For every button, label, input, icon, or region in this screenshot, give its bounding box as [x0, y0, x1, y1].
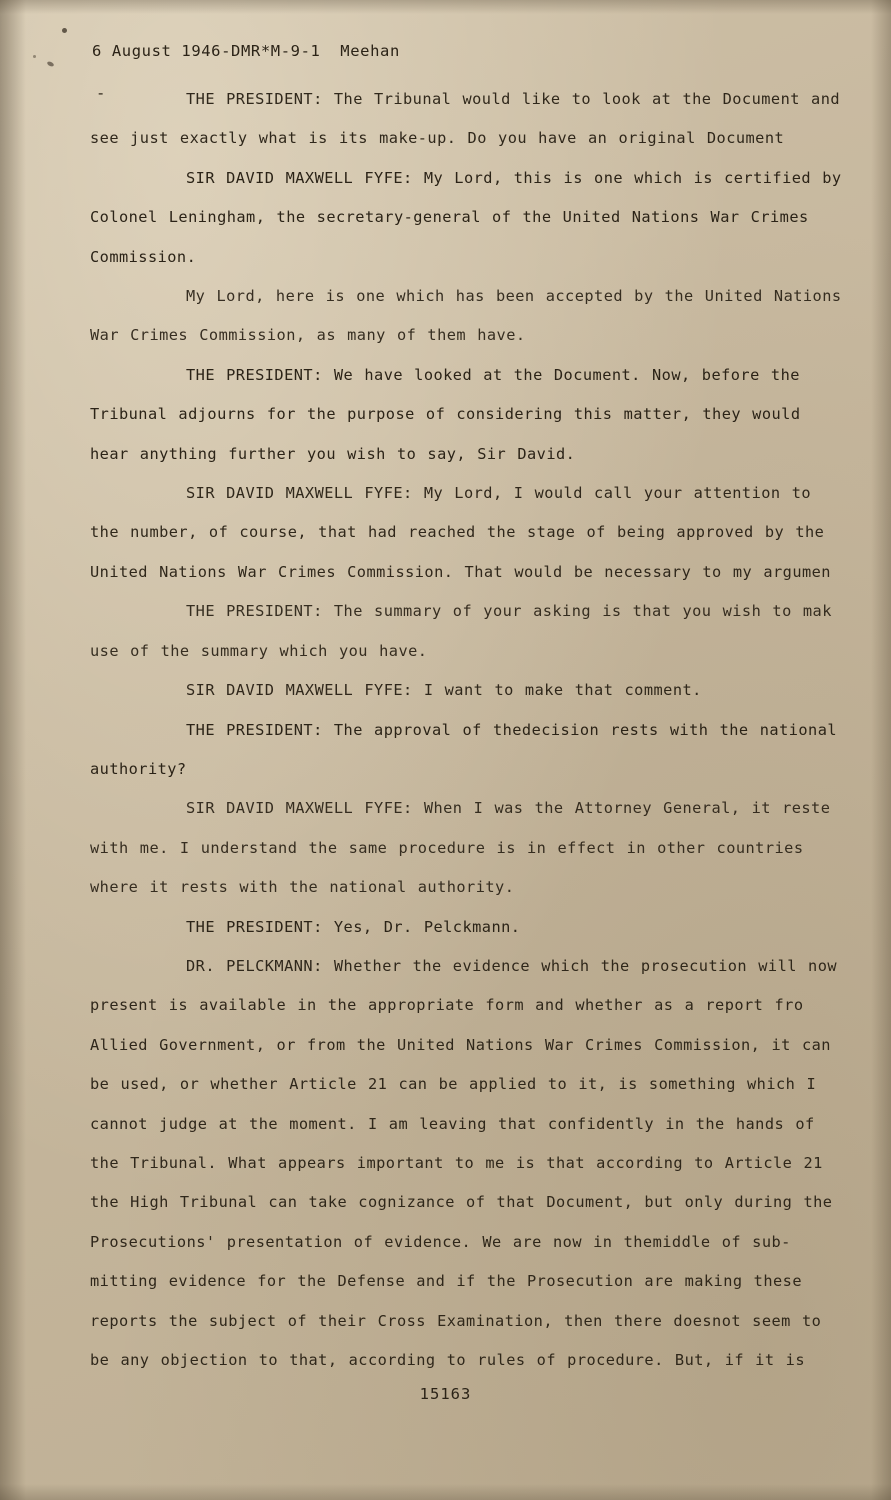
page-number: 15163 [419, 1385, 472, 1403]
margin-dash-mark: - [96, 84, 106, 102]
transcript-paragraph: SIR DAVID MAXWELL FYFE: When I was the Attorney General, it reste with me. I understand the same procedure is in effect in other countries where it rests with the national authority. [90, 799, 831, 897]
transcript-paragraph: SIR DAVID MAXWELL FYFE: My Lord, this is one which is certified by Colonel Leningham, the secretary-general of the United Nations War Crimes Commission. [90, 168, 842, 266]
transcript-paragraph: THE PRESIDENT: Yes, Dr. Pelckmann. [186, 917, 521, 936]
transcript-paragraph: THE PRESIDENT: We have looked at the Document. Now, before the Tribunal adjourns for the purpose of considering this matter, they would hear anything further you wish to say, Sir David. [90, 365, 801, 463]
transcript-paragraph: SIR DAVID MAXWELL FYFE: My Lord, I would call your attention to the number, of course, that had reached the stage of being approved by the United Nations War Crimes Commission. That would be necessary to my argumen [90, 484, 831, 581]
ink-speck [46, 61, 54, 68]
document-header: 6 August 1946-DMR*M-9-1 Meehan [92, 42, 400, 60]
ink-speck [62, 28, 67, 33]
transcript-paragraph: DR. PELCKMANN: Whether the evidence which the prosecution will now present is available in the appropriate form and whether as a report fro Allied Government, or from the United Nations War Crimes Commission, it can be used, or whether Article 21 can be applied to it, is something which I cannot judge at the moment. I am leaving that confidently in the hands of the Tribunal. What appears important to me is that according to Article 21 the High Tribunal can take cognizance of that Document, but only during the Prosecutions' presentation of evidence. We are now in themiddle of sub-mitting evidence for the Defense and if the Prosecution are making these reports the subject of their Cross Examination, then there doesnot seem to be any objection to that, according to rules of procedure. But, if it is [90, 956, 838, 1369]
transcript-paragraph: THE PRESIDENT: The approval of thedecision rests with the national authority? [90, 720, 838, 778]
ink-speck [33, 55, 36, 58]
transcript-paragraph: My Lord, here is one which has been accepted by the United Nations War Crimes Commission, as many of them have. [90, 287, 842, 345]
transcript-paragraph: SIR DAVID MAXWELL FYFE: I want to make that comment. [186, 681, 702, 700]
transcript-paragraph: THE PRESIDENT: The Tribunal would like to look at the Document and see just exactly what is its make-up. Do you have an original Document [90, 90, 841, 148]
page-edge-shadow-left [0, 0, 26, 1500]
page-edge-shadow-top [0, 0, 891, 14]
page-edge-shadow-right [871, 0, 891, 1500]
transcript-paragraph: THE PRESIDENT: The summary of your asking is that you wish to mak use of the summary which you have. [90, 602, 832, 660]
transcript-body [90, 80, 850, 1380]
page-edge-shadow-bottom [0, 1484, 891, 1500]
